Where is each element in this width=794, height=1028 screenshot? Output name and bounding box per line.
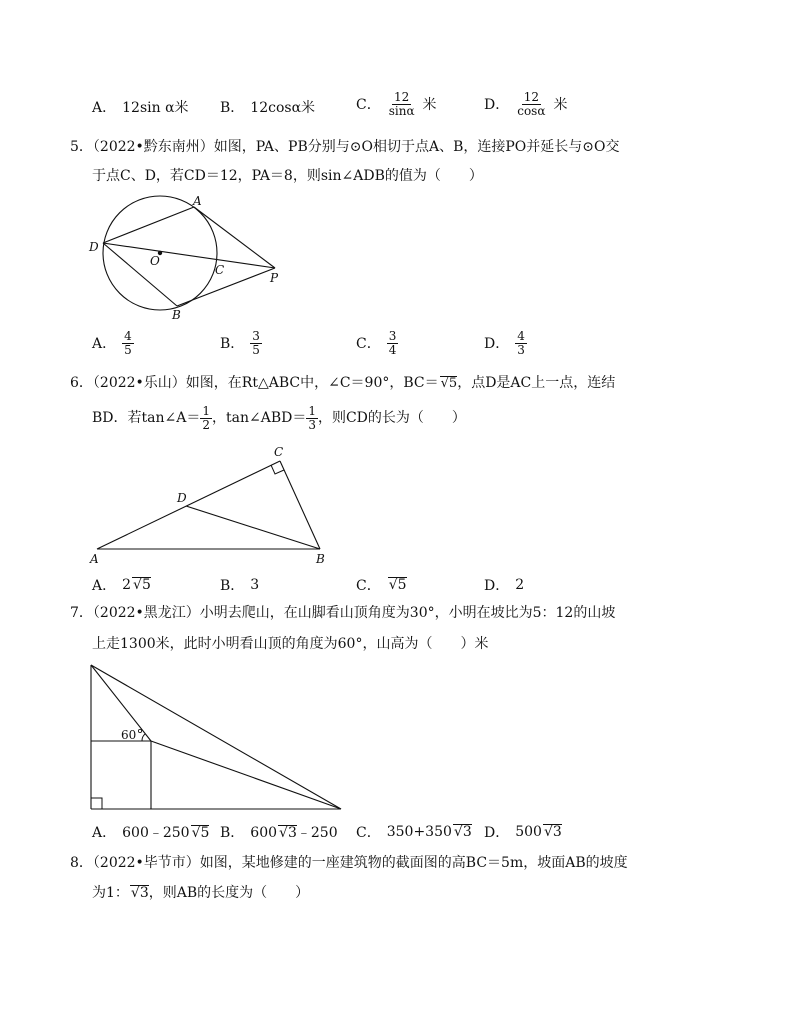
label-c: C [274,445,284,459]
option-letter: C． [356,97,381,114]
q7-option-d: D． 500 √3 [484,823,562,841]
option-letter: D． [484,578,510,594]
sqrt-value: √3 [453,823,472,840]
sqrt-value: √5 [133,576,151,593]
q8-stem-line2: 为1： √3，则AB的长度为（ ） [92,885,310,901]
option-text: 12cosα米 [250,100,316,116]
option-letter: D． [484,825,510,841]
option-fraction: $\frac{4}{3}$ [517,329,525,357]
option-letter: B． [220,825,245,841]
option-text: 12sin α米 [122,100,189,116]
option-fraction: $\frac{3}{5}$ [252,329,260,357]
option-letter: B． [220,578,245,594]
q7-option-a: A． 600﹣250 √5 [92,822,209,842]
label-o: O [150,254,160,268]
option-letter: A． [92,578,117,594]
q5-stem-line1: 5．（2022•黔东南州）如图，PA、PB分别与⊙O相切于点A、B，连接PO并延长与⊙O交 [70,139,620,155]
option-letter: A． [92,336,117,353]
q7-stem-line1: 7．（2022•黑龙江）小明去爬山，在山脚看山顶角度为30°，小明在坡比为5：12的山坡 [70,605,616,621]
option-unit: 米 [553,97,568,114]
q6-stem-line1: 6．（2022•乐山）如图，在Rt△ABC中，∠C＝90°，BC＝ √5，点D是AC上一点，连结 [70,375,616,391]
option-letter: B． [220,100,245,116]
angle-label: 60 [121,728,137,742]
option-letter: B． [220,336,245,353]
label-c: C [215,263,225,277]
label-a: A [193,194,202,208]
q5-stem-line2: 于点C、D，若CD＝12，PA＝8，则sin∠ADB的值为（ ） [92,168,483,184]
option-letter: C． [356,825,381,841]
label-b: B [316,552,325,566]
option-text: 3 [250,577,260,593]
tan-a-fraction: $\frac{1}{2}$ [202,404,210,432]
q8-stem-line1: 8．（2022•毕节市）如图，某地修建的一座建筑物的截面图的高BC＝5m，坡面AB的坡度 [70,855,628,871]
degree-mark [138,729,141,732]
angle-arc [142,734,145,741]
tan-abd-fraction: $\frac{1}{3}$ [308,404,316,432]
option-text: 2 [515,577,525,593]
label-a: A [90,552,99,566]
label-d: D [177,491,187,505]
label-p: P [270,271,279,285]
option-unit: 米 [422,97,437,114]
sqrt-value: √5 [388,576,407,593]
option-fraction: $\frac{12}{\cos\alpha}$ [517,90,546,118]
label-b: B [172,308,181,322]
sqrt-value: √3 [130,885,149,901]
sqrt-value: √3 [543,823,562,840]
q7-option-b: B． 600 √3﹣250 [220,822,338,842]
option-letter: A． [92,825,117,841]
sqrt-value: √5 [191,825,210,841]
option-letter: D． [484,97,510,114]
right-angle-mark [91,798,102,809]
label-d: D [89,240,99,254]
slope-line [151,741,341,809]
q7-stem-line2: 上走1300米，此时小明看山顶的角度为60°，山高为（ ）米 [92,636,489,652]
option-fraction: $\frac{12}{\sin\alpha}$ [388,90,415,118]
q7-option-c: C． 350+350 √3 [356,823,472,841]
q6-option-a: A． 2 √5 [92,576,151,594]
option-fraction: $\frac{4}{5}$ [124,329,132,357]
option-letter: C． [356,578,381,594]
sqrt-value: √3 [279,825,297,841]
sqrt-value: √5 [440,376,458,391]
option-letter: C． [356,336,381,353]
option-letter: A． [92,100,117,116]
q6-stem-line2: BD．若tan∠A＝ $\frac{1}{2}$ ，tan∠ABD＝ $\frac{1}{3}$ ，则CD的长为（ ） [92,404,466,432]
option-letter: D． [484,336,510,353]
option-fraction: $\frac{3}{4}$ [388,329,397,357]
